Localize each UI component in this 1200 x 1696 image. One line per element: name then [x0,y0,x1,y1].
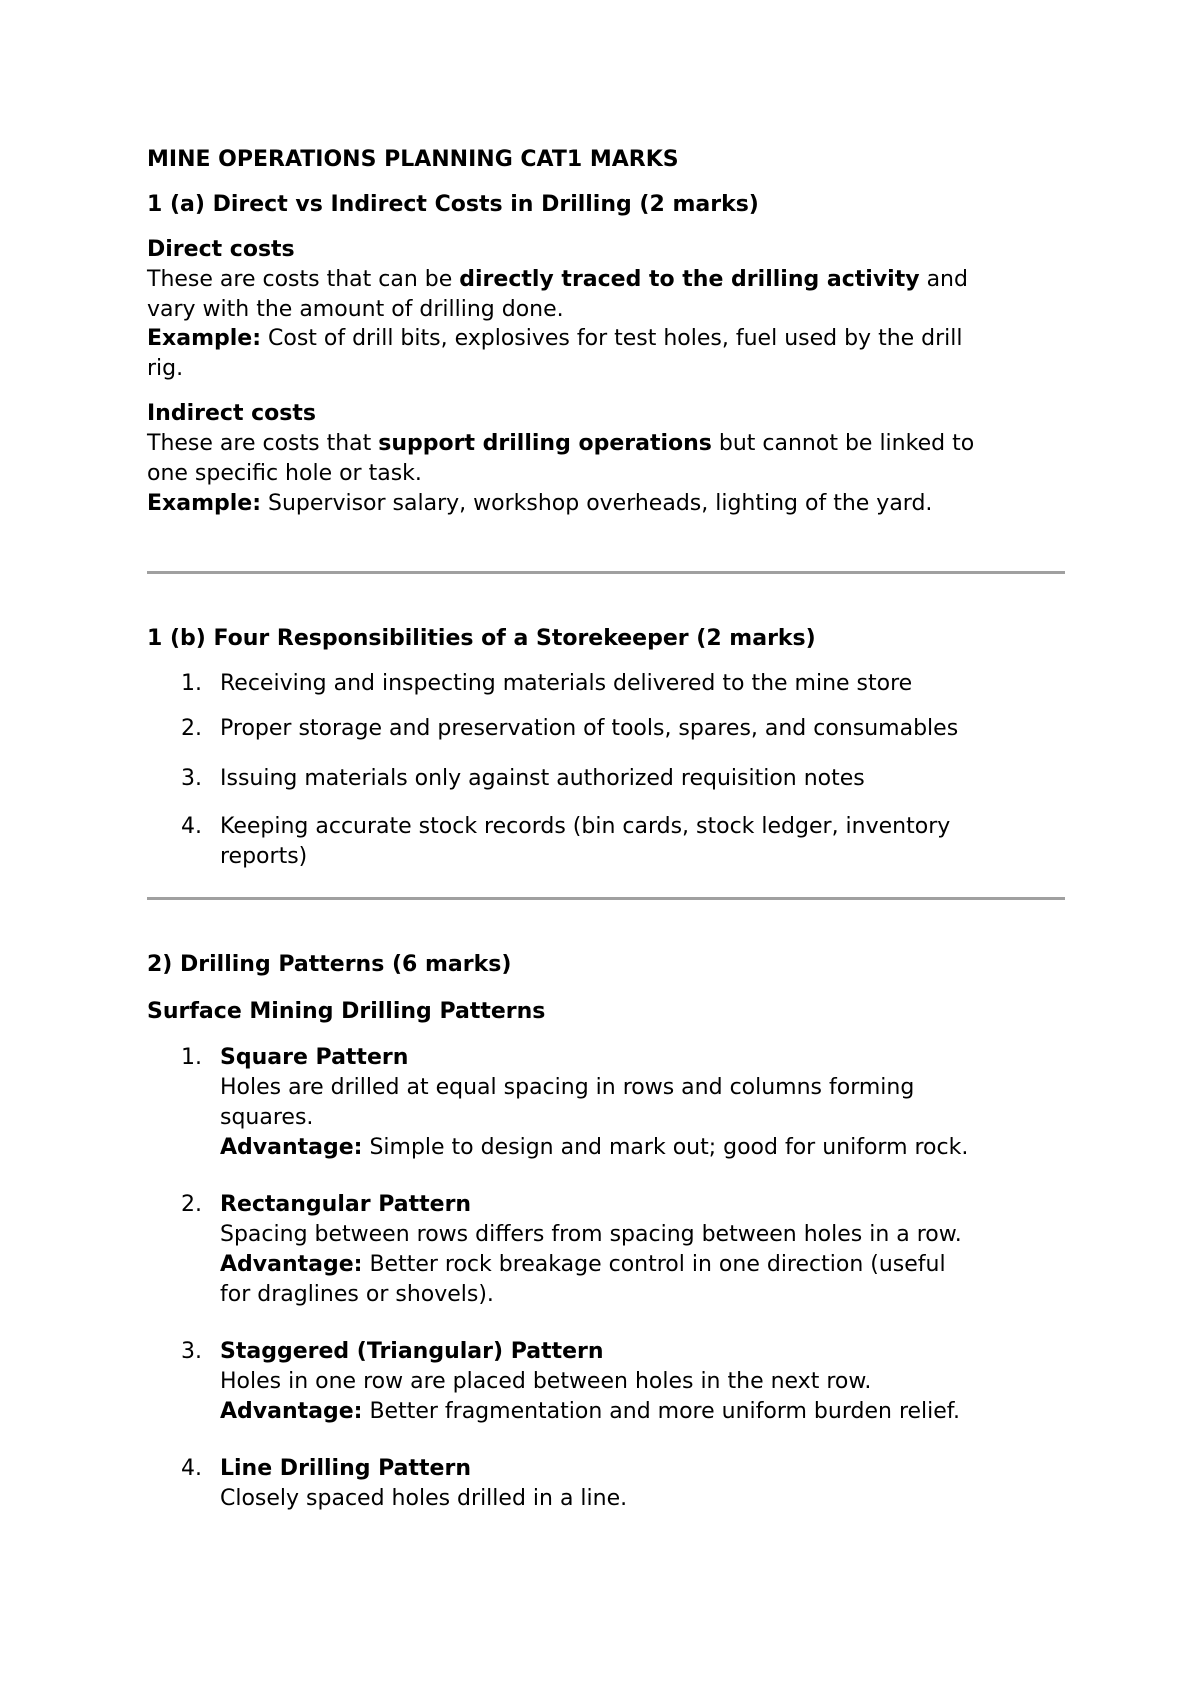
direct-costs-line1 [147,266,968,294]
direct-l1-bold: directly traced to the drilling activity [459,267,920,292]
direct-example [147,325,963,353]
direct-example-label: Example: [147,326,261,351]
document-title: MINE OPERATIONS PLANNING CAT1 MARKS [147,147,679,172]
indirect-costs-label: Indirect costs [147,401,316,426]
list-number: 3. [181,766,202,791]
divider [147,897,1065,900]
q2-subheading: Surface Mining Drilling Patterns [147,999,546,1024]
pattern-advantage [220,1251,946,1279]
pattern-name: Line Drilling Pattern [220,1456,471,1481]
direct-example-cont: rig. [147,356,184,381]
list-item: Issuing materials only against authorized requisition notes [220,766,865,791]
pattern-desc-cont: squares. [220,1105,314,1130]
direct-l1-pre: These are costs that can be [147,267,460,292]
divider [147,571,1065,574]
advantage-label: Advantage: [220,1252,363,1277]
advantage-text: Simple to design and mark out; good for uniform rock. [362,1135,969,1160]
indirect-example-label: Example: [147,491,261,516]
list-item: Proper storage and preservation of tools, spares, and consumables [220,716,959,741]
advantage-label: Advantage: [220,1135,363,1160]
list-number: 3. [181,1339,202,1364]
q1a-heading: 1 (a) Direct vs Indirect Costs in Drilling (2 marks) [147,192,759,217]
indirect-l1-pre: These are costs that [147,431,379,456]
list-number: 1. [181,671,202,696]
list-item: Receiving and inspecting materials delivered to the mine store [220,671,913,696]
pattern-name: Rectangular Pattern [220,1192,472,1217]
pattern-advantage [220,1398,960,1426]
pattern-advantage [220,1134,968,1162]
list-number: 4. [181,814,202,839]
advantage-text: Better fragmentation and more uniform burden relief. [362,1399,960,1424]
pattern-advantage-cont: for draglines or shovels). [220,1282,494,1307]
pattern-desc: Closely spaced holes drilled in a line. [220,1486,628,1511]
list-number: 2. [181,1192,202,1217]
direct-costs-line2: vary with the amount of drilling done. [147,297,564,322]
indirect-example-text: Supervisor salary, workshop overheads, lighting of the yard. [261,491,933,516]
indirect-costs-line1 [147,430,974,458]
pattern-desc: Holes in one row are placed between holes in the next row. [220,1369,872,1394]
indirect-l1-bold: support drilling operations [378,431,712,456]
list-number: 1. [181,1045,202,1070]
advantage-label: Advantage: [220,1399,363,1424]
advantage-text: Better rock breakage control in one direction (useful [362,1252,946,1277]
q1b-heading: 1 (b) Four Responsibilities of a Storekeeper (2 marks) [147,626,816,651]
pattern-desc: Holes are drilled at equal spacing in rows and columns forming [220,1075,915,1100]
list-number: 4. [181,1456,202,1481]
pattern-name: Staggered (Triangular) Pattern [220,1339,604,1364]
list-item-cont: reports) [220,844,308,869]
list-number: 2. [181,716,202,741]
direct-costs-label: Direct costs [147,237,295,262]
indirect-costs-line2: one specific hole or task. [147,461,422,486]
indirect-example [147,490,932,518]
pattern-desc: Spacing between rows differs from spacing between holes in a row. [220,1222,962,1247]
q2-heading: 2) Drilling Patterns (6 marks) [147,952,512,977]
pattern-name: Square Pattern [220,1045,409,1070]
direct-example-text: Cost of drill bits, explosives for test holes, fuel used by the drill [261,326,963,351]
indirect-l1-post: but cannot be linked to [711,431,975,456]
list-item: Keeping accurate stock records (bin cards, stock ledger, inventory [220,814,951,839]
direct-l1-post: and [919,267,968,292]
